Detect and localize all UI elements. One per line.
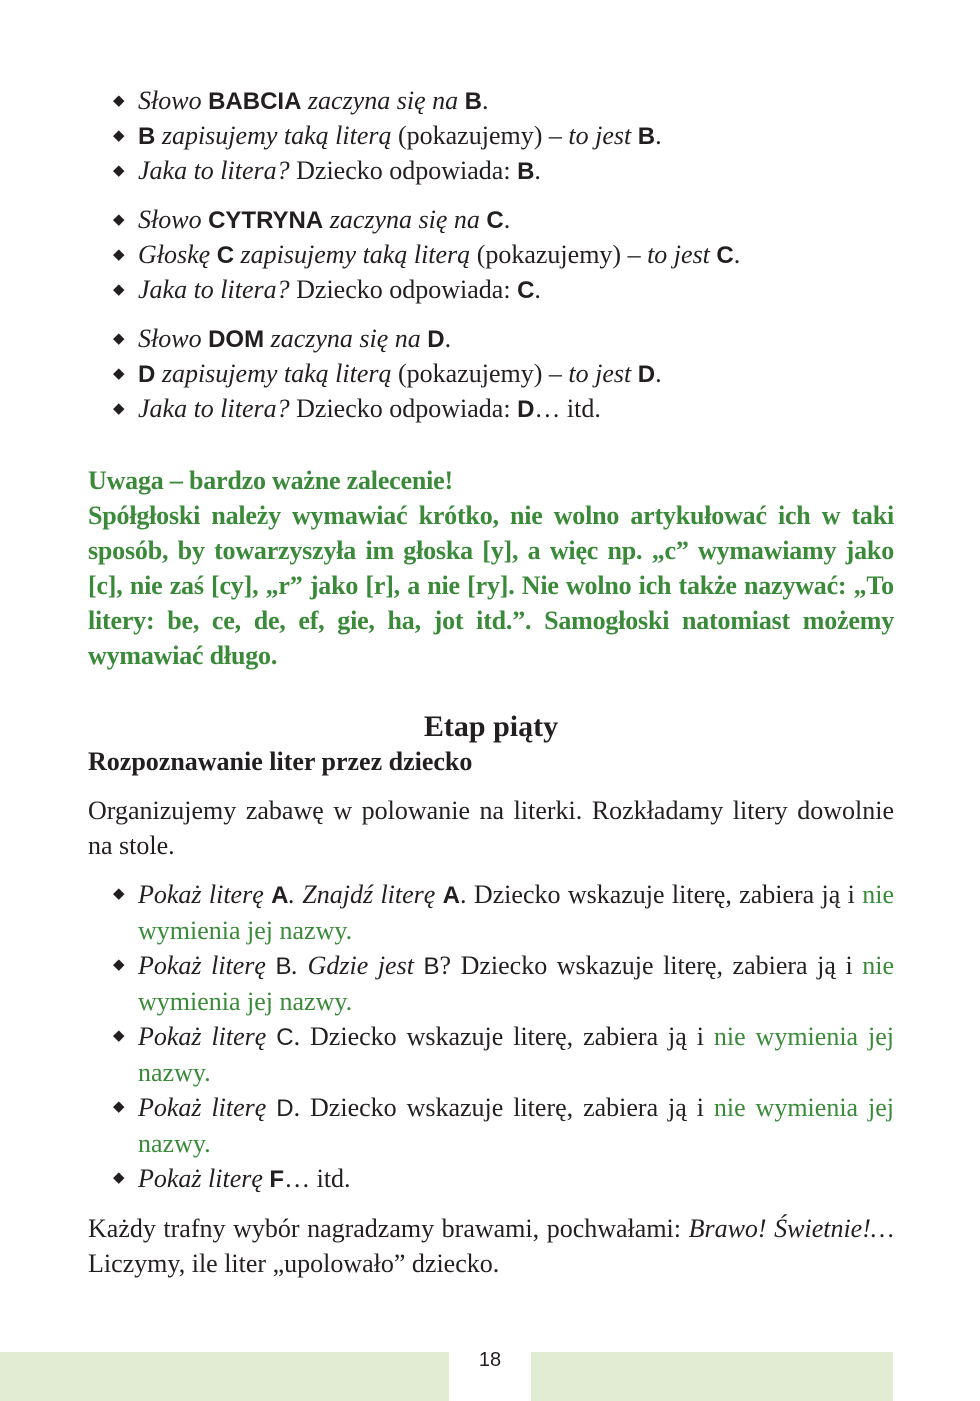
italic-text: Brawo! Świetnie!… (688, 1214, 894, 1243)
highlight-text: nie wymienia jej nazwy. (138, 1022, 894, 1087)
warning-body: Spółgłoski należy wymawiać krótko, nie wolno artykułować ich w taki sposób, by towarzyszyła im głoska [y], a więc np. „c” wymawiamy jako [c], nie zaś [cy], „r” jako [r], a nie [ry]. Nie wolno ich także nazywać: „To litery: be, ce, de, ef, gie, ha, jot itd.”. Samogłoski natomiast możemy wymawiać długo. (88, 501, 894, 670)
list-item (88, 1090, 894, 1161)
body-text: . (481, 86, 489, 115)
key-letter: CYTRYNA (208, 207, 324, 234)
body-text: (pokazujemy) – (470, 240, 648, 269)
italic-text: Słowo (138, 86, 209, 115)
italic-text: zaczyna się na (301, 86, 465, 115)
warning-note (88, 463, 894, 673)
list-item (88, 948, 894, 1019)
body-text: Każdy trafny wybór nagradzamy brawami, pochwałami: (88, 1214, 689, 1243)
key-letter: C (716, 242, 734, 269)
diamond-bullet-icon: ◆ (113, 247, 125, 263)
body-text: (pokazujemy) – (391, 359, 569, 388)
body-text: . (655, 359, 662, 388)
italic-text: . Gdzie jest (291, 951, 424, 980)
key-letter: B (637, 123, 656, 150)
key-letter: DOM (208, 326, 265, 353)
body-text: Dziecko odpowiada: (289, 275, 518, 304)
list-item (88, 273, 894, 308)
letter-intro-lists (88, 84, 894, 427)
diamond-bullet-icon: ◆ (113, 93, 125, 109)
key-letter: D (276, 1095, 294, 1122)
diamond-bullet-icon: ◆ (113, 366, 125, 382)
list-item (88, 154, 894, 189)
italic-text: zaczyna się na (323, 205, 487, 234)
key-letter: D (517, 396, 535, 423)
diamond-bullet-icon: ◆ (113, 163, 125, 179)
highlight-text: nie wymienia jej nazwy. (138, 880, 895, 945)
stage-subtitle: Rozpoznawanie liter przez dziecko (88, 747, 473, 776)
italic-text: Pokaż literę (138, 1164, 270, 1193)
diamond-bullet-icon: ◆ (113, 331, 125, 347)
highlight-text: nie wymienia jej nazwy. (138, 951, 894, 1016)
diamond-bullet-icon: ◆ (113, 1170, 125, 1186)
key-letter: D (138, 361, 156, 388)
list-item (88, 238, 894, 273)
body-text: . Dziecko wskazuje literę, zabiera ją i (293, 1022, 714, 1051)
key-letter: B (138, 123, 156, 150)
key-letter: A (442, 882, 461, 909)
body-text: … itd. (284, 1164, 351, 1193)
list-item (88, 203, 894, 238)
letter-group (88, 84, 894, 189)
key-letter: B (464, 88, 482, 115)
body-text: . Dziecko wskazuje literę, zabiera ją i (460, 880, 863, 909)
list-item (88, 1019, 894, 1090)
list-item (88, 357, 894, 392)
list-item (88, 119, 894, 154)
italic-text: to jest (568, 121, 638, 150)
key-letter: A (271, 882, 289, 909)
body-text: Liczymy, ile liter „upolowało” dziecko. (88, 1249, 500, 1278)
italic-text: Jaka to litera? (138, 394, 290, 423)
italic-text: to jest (647, 240, 717, 269)
diamond-bullet-icon: ◆ (113, 886, 125, 902)
body-text: (pokazujemy) – (391, 121, 569, 150)
key-letter: BABCIA (208, 88, 302, 115)
italic-text: Pokaż literę (138, 1022, 277, 1051)
closing-paragraph (88, 1211, 894, 1281)
page-content (88, 84, 894, 1281)
body-text: … itd. (534, 394, 601, 423)
italic-text: Jaka to litera? (138, 275, 290, 304)
list-item (88, 84, 894, 119)
diamond-bullet-icon: ◆ (113, 212, 125, 228)
body-text: . (444, 324, 452, 353)
key-letter: C (517, 277, 535, 304)
stage-title: Etap piąty (423, 710, 559, 743)
italic-text: zapisujemy taką literą (155, 121, 392, 150)
diamond-bullet-icon: ◆ (113, 401, 125, 417)
footer-band-left (0, 1352, 449, 1401)
list-item (88, 1161, 894, 1197)
letter-group (88, 322, 894, 427)
body-text: . (655, 121, 662, 150)
italic-text: Głoskę (138, 240, 217, 269)
italic-text: zapisujemy taką literą (155, 359, 392, 388)
italic-text: Jaka to litera? (138, 156, 290, 185)
warning-heading: Uwaga – bardzo ważne zalecenie! (88, 466, 453, 495)
diamond-bullet-icon: ◆ (113, 128, 125, 144)
key-letter: F (269, 1166, 285, 1193)
key-letter: B (275, 953, 292, 980)
body-text: ? Dziecko wskazuje literę, zabiera ją i (439, 951, 863, 980)
body-text: . (534, 275, 541, 304)
list-item (88, 877, 894, 948)
italic-text: Pokaż literę (138, 880, 272, 909)
body-text: . (733, 240, 741, 269)
italic-text: to jest (568, 359, 638, 388)
body-text: . (534, 156, 541, 185)
italic-text: Słowo (138, 205, 209, 234)
body-text: Dziecko odpowiada: (289, 394, 518, 423)
italic-text: zapisujemy taką literą (234, 240, 471, 269)
intro-paragraph: Organizujemy zabawę w polowanie na literki. Rozkładamy litery dowolnie na stole. (88, 796, 894, 860)
diamond-bullet-icon: ◆ (113, 1099, 125, 1115)
key-letter: C (486, 207, 504, 234)
italic-text: . Znajdź literę (288, 880, 443, 909)
diamond-bullet-icon: ◆ (113, 1028, 125, 1044)
italic-text: Słowo (138, 324, 209, 353)
key-letter: B (423, 953, 440, 980)
diamond-bullet-icon: ◆ (113, 282, 125, 298)
key-letter: C (276, 1024, 294, 1051)
list-item (88, 392, 894, 427)
highlight-text: nie wymienia jej nazwy. (138, 1093, 894, 1158)
letter-group (88, 203, 894, 308)
diamond-bullet-icon: ◆ (113, 957, 125, 973)
italic-text: Pokaż literę (138, 1093, 277, 1122)
key-letter: D (637, 361, 656, 388)
key-letter: D (427, 326, 445, 353)
italic-text: zaczyna się na (264, 324, 428, 353)
italic-text: Pokaż literę (138, 951, 276, 980)
page-number: 18 (478, 1349, 502, 1371)
key-letter: C (216, 242, 235, 269)
recognition-list (88, 877, 894, 1197)
body-text: Dziecko odpowiada: (289, 156, 518, 185)
footer-band-right (531, 1352, 893, 1401)
list-item (88, 322, 894, 357)
body-text: . (503, 205, 511, 234)
body-text: . Dziecko wskazuje literę, zabiera ją i (293, 1093, 714, 1122)
key-letter: B (517, 158, 535, 185)
